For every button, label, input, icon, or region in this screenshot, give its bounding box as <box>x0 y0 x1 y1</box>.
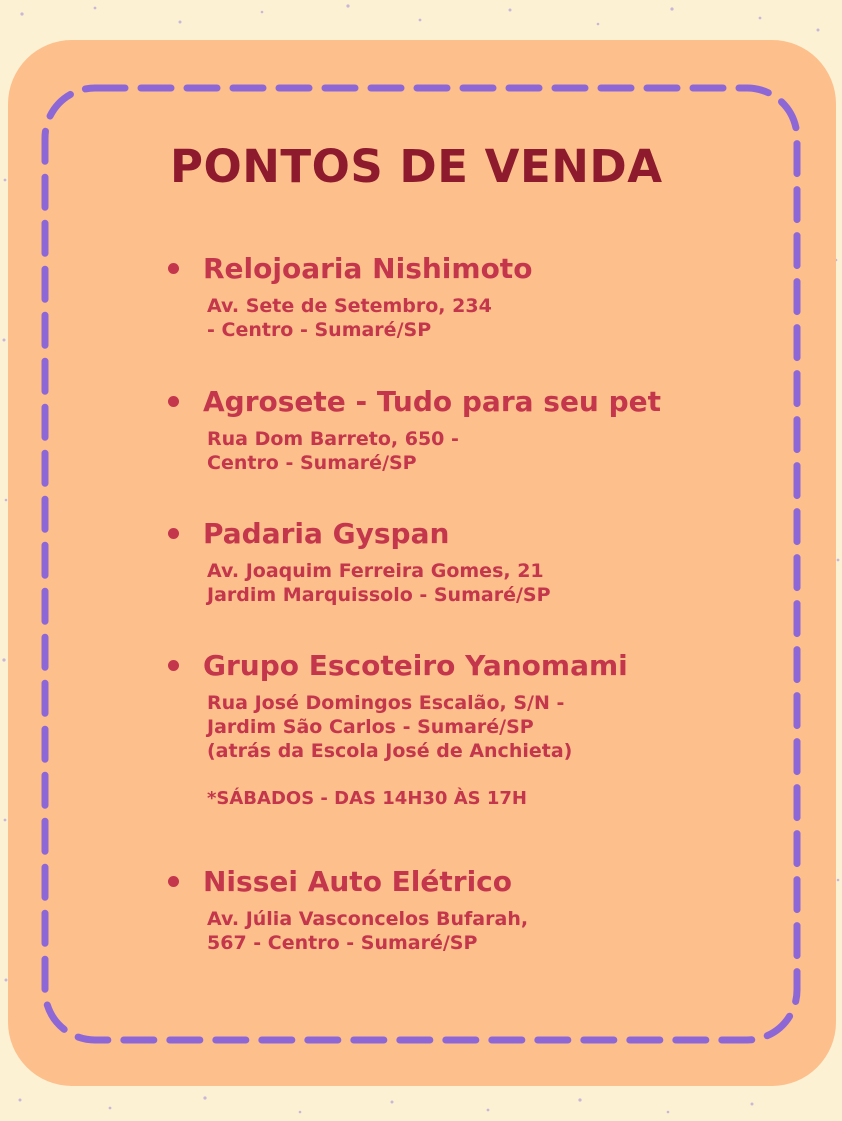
location-address <box>207 907 528 955</box>
bullet-icon <box>168 263 179 274</box>
address-line: Jardim São Carlos - Sumaré/SP <box>207 716 534 738</box>
address-line: Av. Júlia Vasconcelos Bufarah, <box>207 908 529 930</box>
address-line: - Centro - Sumaré/SP <box>207 319 432 341</box>
location-name: Padaria Gyspan <box>203 517 450 550</box>
bullet-icon <box>168 396 179 407</box>
location-address <box>207 294 492 342</box>
address-line: Av. Sete de Setembro, 234 <box>207 295 492 317</box>
location-address <box>207 559 551 607</box>
address-line: Jardim Marquissolo - Sumaré/SP <box>207 584 551 606</box>
bullet-icon <box>168 876 179 887</box>
address-line: Av. Joaquim Ferreira Gomes, 21 <box>207 560 544 582</box>
location-name: Grupo Escoteiro Yanomami <box>203 649 628 682</box>
address-line: Centro - Sumaré/SP <box>207 452 417 474</box>
location-name: Agrosete - Tudo para seu pet <box>203 385 662 418</box>
location-name: Relojoaria Nishimoto <box>203 252 533 285</box>
location-name: Nissei Auto Elétrico <box>203 865 513 898</box>
page-title: PONTOS DE VENDA <box>170 140 663 193</box>
address-line: 567 - Centro - Sumaré/SP <box>207 932 478 954</box>
address-line: (atrás da Escola José de Anchieta) <box>207 740 573 762</box>
location-address <box>207 427 459 475</box>
bullet-icon <box>168 528 179 539</box>
address-line: Rua José Domingos Escalão, S/N - <box>207 692 565 714</box>
location-address <box>207 691 572 763</box>
bullet-icon <box>168 660 179 671</box>
address-line: Rua Dom Barreto, 650 - <box>207 428 459 450</box>
schedule-note: *SÁBADOS - DAS 14H30 ÀS 17H <box>207 788 527 809</box>
